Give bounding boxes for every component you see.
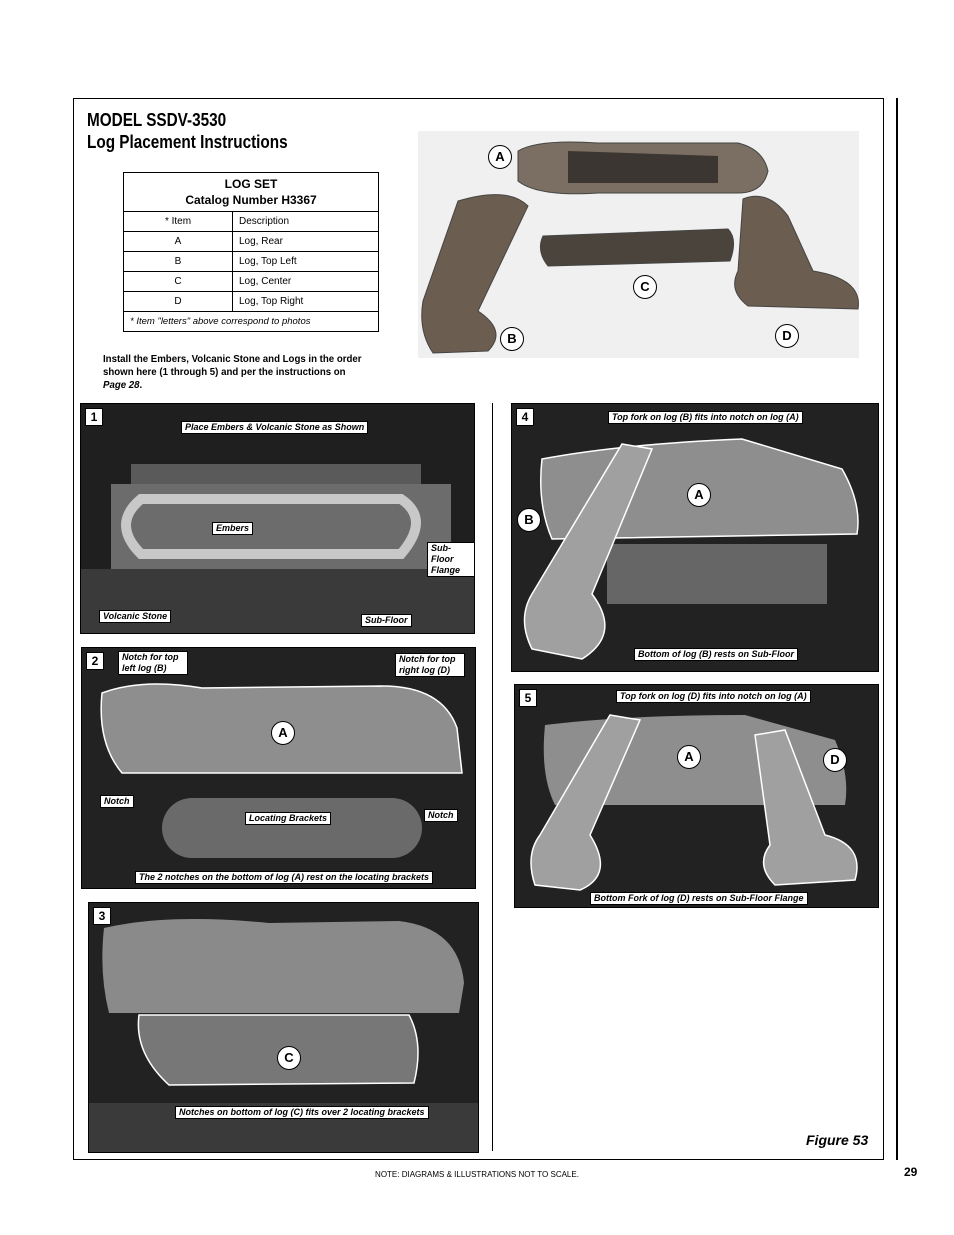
step-number: 4	[516, 408, 534, 426]
figure-caption: Figure 53	[806, 1132, 869, 1148]
step-1-title: Place Embers & Volcanic Stone as Shown	[181, 421, 368, 434]
notch-label: Notch	[100, 795, 134, 808]
table-row	[124, 272, 379, 292]
log-d-marker: D	[823, 748, 847, 772]
log-c-marker: C	[633, 275, 657, 299]
table-note: * Item "letters" above correspond to photos	[124, 312, 379, 332]
step-4-bottom-label: Bottom of log (B) rests on Sub-Floor	[634, 648, 798, 661]
step-5-photo	[514, 684, 879, 908]
log-c-marker: C	[277, 1046, 301, 1070]
page-reference: Page 28	[103, 379, 140, 391]
step-number: 2	[86, 652, 104, 670]
row-desc: Log, Rear	[233, 232, 379, 252]
step-1-illustration	[81, 404, 474, 633]
step-4-illustration	[512, 404, 878, 671]
step-4-photo	[511, 403, 879, 672]
logset-catalog: Catalog Number H3367	[185, 193, 317, 207]
step-3-caption: Notches on bottom of log (C) fits over 2 locating brackets	[175, 1106, 429, 1119]
log-b-marker: B	[500, 327, 524, 351]
footnote: NOTE: DIAGRAMS & ILLUSTRATIONS NOT TO SCALE.	[375, 1170, 579, 1179]
step-5-bottom-label: Bottom Fork of log (D) rests on Sub-Floor Flange	[590, 892, 808, 905]
step-5-illustration	[515, 685, 878, 907]
model-title: MODEL SSDV-3530	[87, 110, 227, 130]
install-instructions	[103, 353, 370, 392]
log-a-marker: A	[488, 145, 512, 169]
log-a-marker: A	[677, 745, 701, 769]
install-end: .	[139, 379, 143, 391]
notch-left-label: Notch for top left log (B)	[118, 651, 188, 675]
table-row	[124, 292, 379, 312]
col-desc-header: Description	[233, 212, 379, 232]
notch-label: Notch	[424, 809, 458, 822]
volcanic-stone-label: Volcanic Stone	[99, 610, 171, 623]
subfloor-flange-label: Sub-Floor Flange	[427, 542, 475, 577]
log-d-marker: D	[775, 324, 799, 348]
step-number: 3	[93, 907, 111, 925]
logset-table	[123, 172, 379, 332]
step-number: 1	[85, 408, 103, 426]
logset-title: LOG SET	[224, 177, 278, 191]
row-desc: Log, Top Right	[233, 292, 379, 312]
page-number: 29	[904, 1165, 918, 1179]
step-1-photo	[80, 403, 475, 634]
row-desc: Log, Center	[233, 272, 379, 292]
row-item: B	[124, 252, 233, 272]
brackets-label: Locating Brackets	[245, 812, 331, 825]
step-2-caption: The 2 notches on the bottom of log (A) rest on the locating brackets	[135, 871, 433, 884]
step-4-top-label: Top fork on log (B) fits into notch on log (A)	[608, 411, 803, 424]
step-number: 5	[519, 689, 537, 707]
log-set-illustration	[418, 131, 859, 358]
notch-right-label: Notch for top right log (D)	[395, 653, 465, 677]
row-item: A	[124, 232, 233, 252]
step-2-illustration	[82, 648, 475, 888]
step-3-photo	[88, 902, 479, 1153]
row-item: C	[124, 272, 233, 292]
col-item-header: * Item	[124, 212, 233, 232]
section-subtitle: Log Placement Instructions	[87, 132, 288, 152]
log-a-marker: A	[687, 483, 711, 507]
log-a-marker: A	[271, 721, 295, 745]
table-row	[124, 232, 379, 252]
embers-label: Embers	[212, 522, 253, 535]
column-divider	[492, 403, 493, 1151]
row-item: D	[124, 292, 233, 312]
subfloor-label: Sub-Floor	[361, 614, 412, 627]
install-text: Install the Embers, Volcanic Stone and Logs in the order shown here (1 through 5) and per the instructions on	[103, 353, 362, 378]
step-5-top-label: Top fork on log (D) fits into notch on log (A)	[616, 690, 811, 703]
log-set-photo	[418, 131, 859, 358]
row-desc: Log, Top Left	[233, 252, 379, 272]
logset-header	[124, 173, 379, 212]
table-row	[124, 252, 379, 272]
step-2-photo	[81, 647, 476, 889]
log-b-marker: B	[517, 508, 541, 532]
right-rule	[896, 98, 898, 1160]
